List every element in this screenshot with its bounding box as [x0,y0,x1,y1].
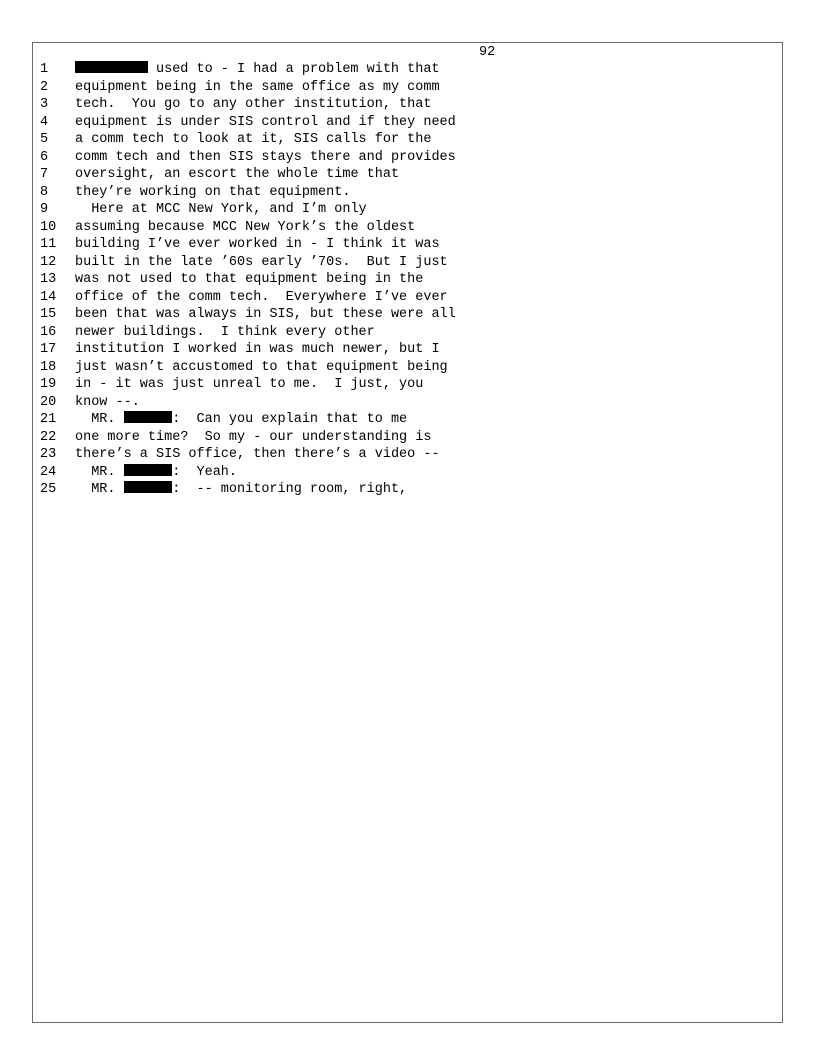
line-text-segment: in - it was just unreal to me. I just, you [75,377,424,393]
line-text-segment: : Can you explain that to me [172,412,408,428]
line-text-segment: equipment is under SIS control and if they need [75,114,456,130]
transcript-line [40,166,760,184]
transcript-line [40,184,760,202]
line-text [75,289,448,307]
page-number: 92 [479,45,496,60]
transcript-line [40,114,760,132]
line-text-segment: : Yeah. [172,464,238,480]
redaction-block [124,464,173,476]
transcript-line [40,61,760,79]
line-text-segment: oversight, an escort the whole time that [75,167,400,183]
transcript-line [40,376,760,394]
line-text [75,324,375,342]
transcript-line [40,271,760,289]
transcript-line [40,481,760,499]
line-text [75,149,456,167]
transcript-line [40,96,760,114]
transcript-line [40,149,760,167]
line-number: 24 [40,464,57,480]
transcript-line [40,79,760,97]
line-text [75,201,367,219]
line-text-segment: comm tech and then SIS stays there and provides [75,149,456,165]
line-number: 18 [40,359,57,375]
line-number: 3 [40,97,49,113]
line-number: 22 [40,429,57,445]
line-text [75,411,407,429]
transcript-line [40,306,760,324]
line-text-segment: office of the comm tech. Everywhere I’ve ever [75,289,448,305]
line-text [75,131,431,149]
transcript-line [40,429,760,447]
line-text-segment: institution I worked in was much newer, but I [75,342,440,358]
line-text [75,341,440,359]
line-number: 15 [40,307,57,323]
transcript-line [40,324,760,342]
line-text [75,446,440,464]
line-text [75,61,440,79]
line-number: 12 [40,254,57,270]
line-number: 8 [40,184,49,200]
line-number: 5 [40,132,49,148]
line-text [75,254,448,272]
line-text-segment: one more time? So my - our understanding is [75,429,432,445]
line-text [75,481,407,499]
line-number: 6 [40,149,49,165]
line-number: 25 [40,482,57,498]
line-number: 21 [40,412,57,428]
line-text [75,236,440,254]
line-text [75,359,448,377]
line-text-segment: a comm tech to look at it, SIS calls for the [75,132,432,148]
transcript-line [40,341,760,359]
line-text-segment: was not used to that equipment being in the [75,272,424,288]
line-number: 13 [40,272,57,288]
line-text-segment: there’s a SIS office, then there’s a video -- [75,447,440,463]
line-text-segment: built in the late ’60s early ’70s. But I just [75,254,448,270]
line-text [75,96,431,114]
line-text-segment: know --. [75,394,140,410]
redaction-block [124,481,173,493]
line-text-segment: MR. [75,412,124,428]
line-number: 20 [40,394,57,410]
transcript-line [40,446,760,464]
line-text [75,394,140,412]
line-text-segment: building I’ve ever worked in - I think it was [75,237,440,253]
transcript-line [40,359,760,377]
line-text-segment: MR. [75,464,124,480]
line-number: 16 [40,324,57,340]
transcript-line [40,201,760,219]
transcript-lines [40,61,760,499]
line-text-segment: : -- monitoring room, right, [172,482,408,498]
transcript-line [40,289,760,307]
line-text [75,271,423,289]
line-text-segment: just wasn’t accustomed to that equipment being [75,359,448,375]
line-text-segment: assuming because MCC New York’s the oldest [75,219,416,235]
line-text-segment: tech. You go to any other institution, that [75,97,432,113]
transcript-line [40,411,760,429]
transcript-line [40,236,760,254]
line-text [75,464,237,482]
line-number: 23 [40,447,57,463]
line-number: 1 [40,62,49,77]
line-text [75,166,399,184]
line-text-segment: MR. [75,482,124,498]
line-text [75,114,456,132]
transcript-line [40,464,760,482]
line-number: 9 [40,202,49,218]
line-text [75,376,423,394]
line-text [75,219,415,237]
line-number: 17 [40,342,57,358]
line-text [75,306,456,324]
line-text-segment: equipment being in the same office as my comm [75,79,440,95]
line-text-segment: Here at MCC New York, and I’m only [75,202,367,218]
line-text-segment: they’re working on that equipment. [75,184,351,200]
line-number: 19 [40,377,57,393]
redaction-block [124,411,173,423]
line-number: 10 [40,219,57,235]
redaction-block [75,61,148,73]
line-number: 4 [40,114,49,130]
transcript-line [40,219,760,237]
transcript-line [40,254,760,272]
line-number: 11 [40,237,57,253]
transcript-line [40,394,760,412]
line-number: 14 [40,289,57,305]
line-text-segment: been that was always in SIS, but these were all [75,307,456,323]
line-number: 7 [40,167,49,183]
line-text [75,79,440,97]
line-text-segment: newer buildings. I think every other [75,324,375,340]
line-text-segment: used to - I had a problem with that [147,62,440,77]
line-text [75,184,350,202]
transcript-line [40,131,760,149]
line-text [75,429,431,447]
line-number: 2 [40,79,49,95]
